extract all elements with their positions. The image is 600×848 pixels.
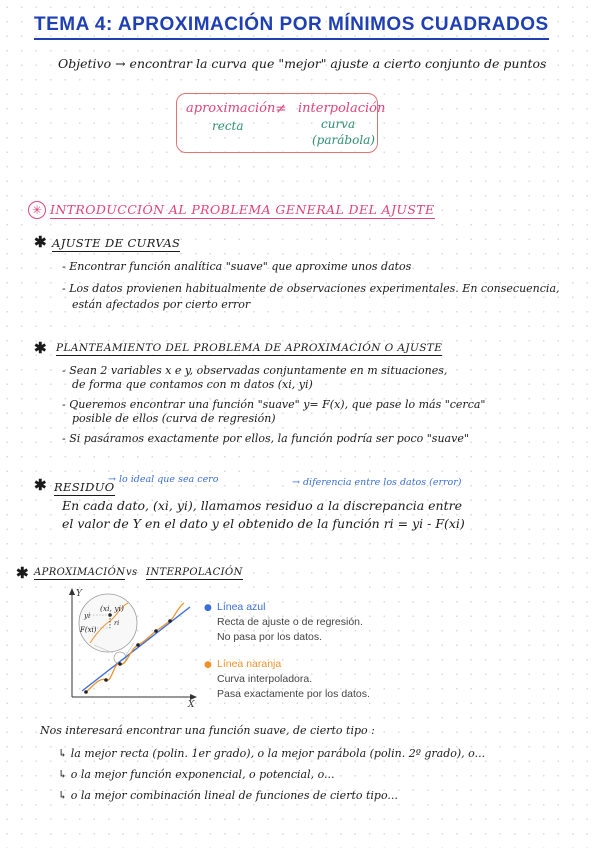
conclusion-item-2: ↳ o la mejor función exponencial, o potencial, o... bbox=[58, 768, 335, 781]
asterisk-icon: ✱ bbox=[34, 476, 47, 494]
planteamiento-heading: PLANTEAMIENTO DEL PROBLEMA DE APROXIMACIÓN O AJUSTE bbox=[56, 342, 443, 354]
point-label: (xi, yi) bbox=[100, 604, 124, 613]
residuo-line-1: En cada dato, (xi, yi), llamamos residuo a la discrepancia entre bbox=[62, 498, 462, 513]
legend-blue-title: Línea azul bbox=[217, 601, 266, 613]
residuo-note-ideal: → lo ideal que sea cero bbox=[108, 474, 219, 485]
comparacion-heading-b: INTERPOLACIÓN bbox=[146, 567, 243, 578]
asterisk-icon: ✱ bbox=[16, 564, 29, 582]
page-title: TEMA 4: APROXIMACIÓN POR MÍNIMOS CUADRADOS bbox=[34, 14, 549, 40]
legend-orange-title: Línea naranja bbox=[217, 658, 282, 670]
comparacion-heading-vs: vs bbox=[126, 567, 138, 578]
box-interpolacion: interpolación bbox=[298, 101, 386, 116]
planteamiento-line-1: - Sean 2 variables x e y, observadas conjuntamente en m situaciones, bbox=[62, 364, 448, 377]
box-recta: recta bbox=[212, 119, 244, 133]
conclusion-intro: Nos interesará encontrar una función suave, de cierto tipo : bbox=[40, 724, 375, 737]
asterisk-icon: ✱ bbox=[34, 233, 47, 251]
x-axis-label: X bbox=[188, 700, 195, 710]
planteamiento-line-2: de forma que contamos con m datos (xi, yi) bbox=[72, 378, 313, 391]
legend-orange-line-1: Curva interpoladora. bbox=[217, 673, 313, 685]
ajuste-line-1: - Encontrar función analítica "suave" que aproxime unos datos bbox=[62, 260, 412, 273]
y-axis-arrow-icon bbox=[69, 588, 75, 595]
planteamiento-line-3: - Queremos encontrar una función "suave" y= F(x), que pase lo más "cerca" bbox=[62, 398, 486, 411]
planteamiento-line-5: - Si pasáramos exactamente por ellos, la función podría ser poco "suave" bbox=[62, 432, 469, 445]
residuo-heading: RESIDUO bbox=[54, 480, 115, 494]
orange-bullet-icon: ● bbox=[204, 660, 212, 670]
blue-bullet-icon: ● bbox=[204, 603, 212, 613]
planteamiento-line-4: posible de ellos (curva de regresión) bbox=[72, 412, 276, 425]
y-axis-label: Y bbox=[76, 589, 82, 599]
asterisk-icon: ✱ bbox=[34, 339, 47, 357]
yi-label: yi bbox=[84, 612, 91, 620]
objective-text: Objetivo → encontrar la curva que "mejor" ajuste a cierto conjunto de puntos bbox=[58, 56, 547, 71]
legend-blue-line-1: Recta de ajuste o de regresión. bbox=[217, 616, 363, 628]
asterisk-circle-icon: ✳ bbox=[28, 201, 46, 219]
fxi-label: F(xi) bbox=[80, 626, 97, 634]
box-not-equal: ≠ bbox=[275, 101, 287, 117]
ajuste-line-3: están afectados por cierto error bbox=[72, 298, 251, 311]
regression-figure bbox=[60, 585, 200, 710]
box-parabola: (parábola) bbox=[312, 133, 375, 147]
conclusion-item-3: ↳ o la mejor combinación lineal de funciones de cierto tipo... bbox=[58, 789, 398, 802]
legend-blue-line-2: No pasa por los datos. bbox=[217, 631, 323, 643]
ri-label: ri bbox=[114, 619, 120, 627]
residuo-line-2: el valor de Y en el dato y el obtenido de la función ri = yi - F(xi) bbox=[62, 516, 465, 531]
box-curva: curva bbox=[321, 117, 356, 131]
conclusion-item-1: ↳ la mejor recta (polin. 1er grado), o la mejor parábola (polin. 2º grado), o... bbox=[58, 747, 486, 760]
legend-orange-line-2: Pasa exactamente por los datos. bbox=[217, 688, 370, 700]
residuo-note-diferencia: → diferencia entre los datos (error) bbox=[292, 477, 462, 488]
section-title: INTRODUCCIÓN AL PROBLEMA GENERAL DEL AJUSTE bbox=[50, 202, 435, 217]
ajuste-line-2: - Los datos provienen habitualmente de observaciones experimentales. En consecuencia, bbox=[62, 282, 560, 295]
comparacion-heading-a: APROXIMACIÓN bbox=[34, 567, 126, 578]
ajuste-heading: AJUSTE DE CURVAS bbox=[52, 236, 181, 250]
box-aproximacion: aproximación bbox=[186, 101, 276, 116]
